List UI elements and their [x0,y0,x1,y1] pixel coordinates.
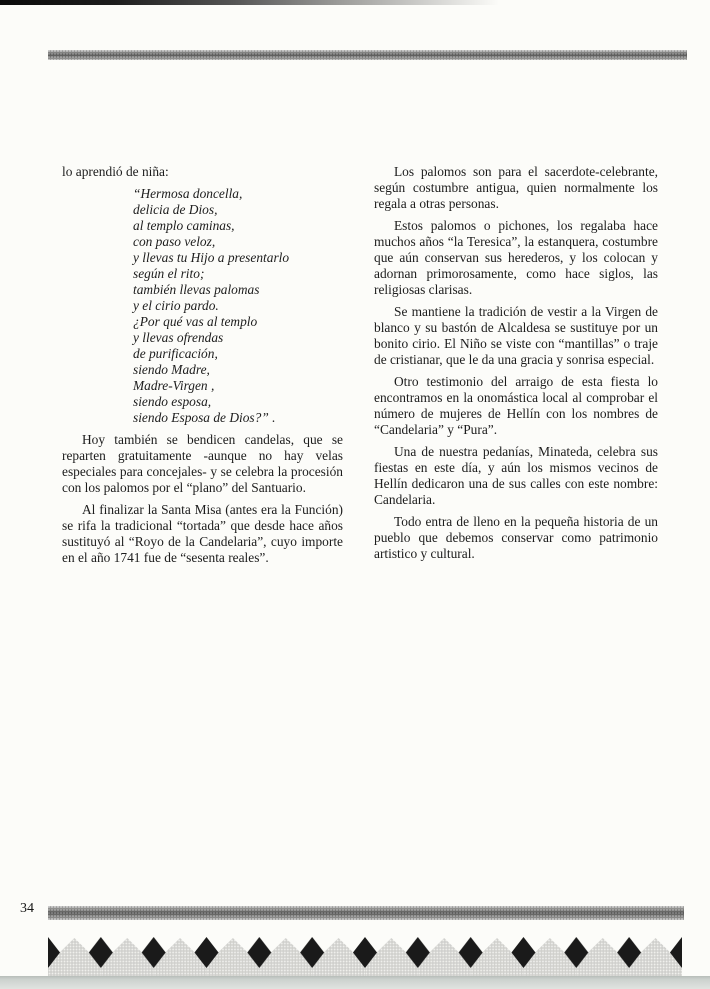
poem-line: también llevas palomas [133,282,260,297]
paragraph: Todo entra de lleno en la pequeña historia de un pueblo que debemos conservar como patrimonio artistico y cultural. [374,514,658,561]
poem-line: con paso veloz, [133,234,216,249]
paragraph: Los palomos son para el sacerdote-celebrante, según costumbre antigua, quien normalmente los regala a otras personas. [374,164,658,211]
poem-line: de purificación, [133,346,218,361]
paragraph: Hoy también se bendicen candelas, que se reparten gratuitamente -aunque no hay velas especiales para concejales- y se celebra la procesión con los palomos por el “plano” del Santuario. [62,432,343,495]
page-number: 34 [20,901,34,916]
paragraph: Otro testimonio del arraigo de esta fiesta lo encontramos en la onomástica local al comprobar el número de mujeres de Hellín con los nombres de “Candelaria” y “Pura”. [374,374,658,437]
top-rule-bar [48,50,687,60]
poem-line: según el rito; [133,266,205,281]
poem-line: delicia de Dios, [133,202,218,217]
scan-bottom-edge [0,976,710,989]
poem-line: siendo Esposa de Dios?” . [133,410,276,425]
intro-line: lo aprendió de niña: [62,164,169,179]
paragraph: Se mantiene la tradición de vestir a la Virgen de blanco y su bastón de Alcaldesa se sustituye por un bonito cirio. El Niño se viste con “mantillas” o traje de cristianar, que le da una gracia y sonrisa especial. [374,304,658,367]
scan-edge-artifact [0,0,520,5]
paragraph: Al finalizar la Santa Misa (antes era la Función) se rifa la tradicional “tortada” que desde hace años sustituyó al “Royo de la Candelaria”, cuyo importe en el año 1741 fue de “sesenta reales”. [62,502,343,565]
poem-line: Madre-Virgen , [133,378,215,393]
zigzag-diamond-border [48,936,682,980]
bottom-rule-bar [48,906,684,920]
left-text-column [62,164,343,572]
paragraph: Estos palomos o pichones, los regalaba hace muchos años “la Teresica”, la estanquera, costumbre que aún conservan sus herederos, y los colocan y adornan primorosamente, como hace siglos, las religiosas clarisas. [374,218,658,297]
poem-line: ¿Por qué vas al templo [133,314,258,329]
poem-line: “Hermosa doncella, [133,186,243,201]
poem-line: y llevas tu Hijo a presentarlo [133,250,290,265]
paragraph: Una de nuestra pedanías, Minateda, celebra sus fiestas en este día, y aún los mismos vecinos de Hellín dedicaron una de sus calles con este nombre: Candelaria. [374,444,658,507]
right-text-column [374,164,658,568]
poem-line: siendo esposa, [133,394,212,409]
poem-line: al templo caminas, [133,218,235,233]
poem-line: y llevas ofrendas [133,330,224,345]
poem-line: siendo Madre, [133,362,210,377]
poem-line: y el cirio pardo. [133,298,219,313]
poem-block [133,186,343,426]
